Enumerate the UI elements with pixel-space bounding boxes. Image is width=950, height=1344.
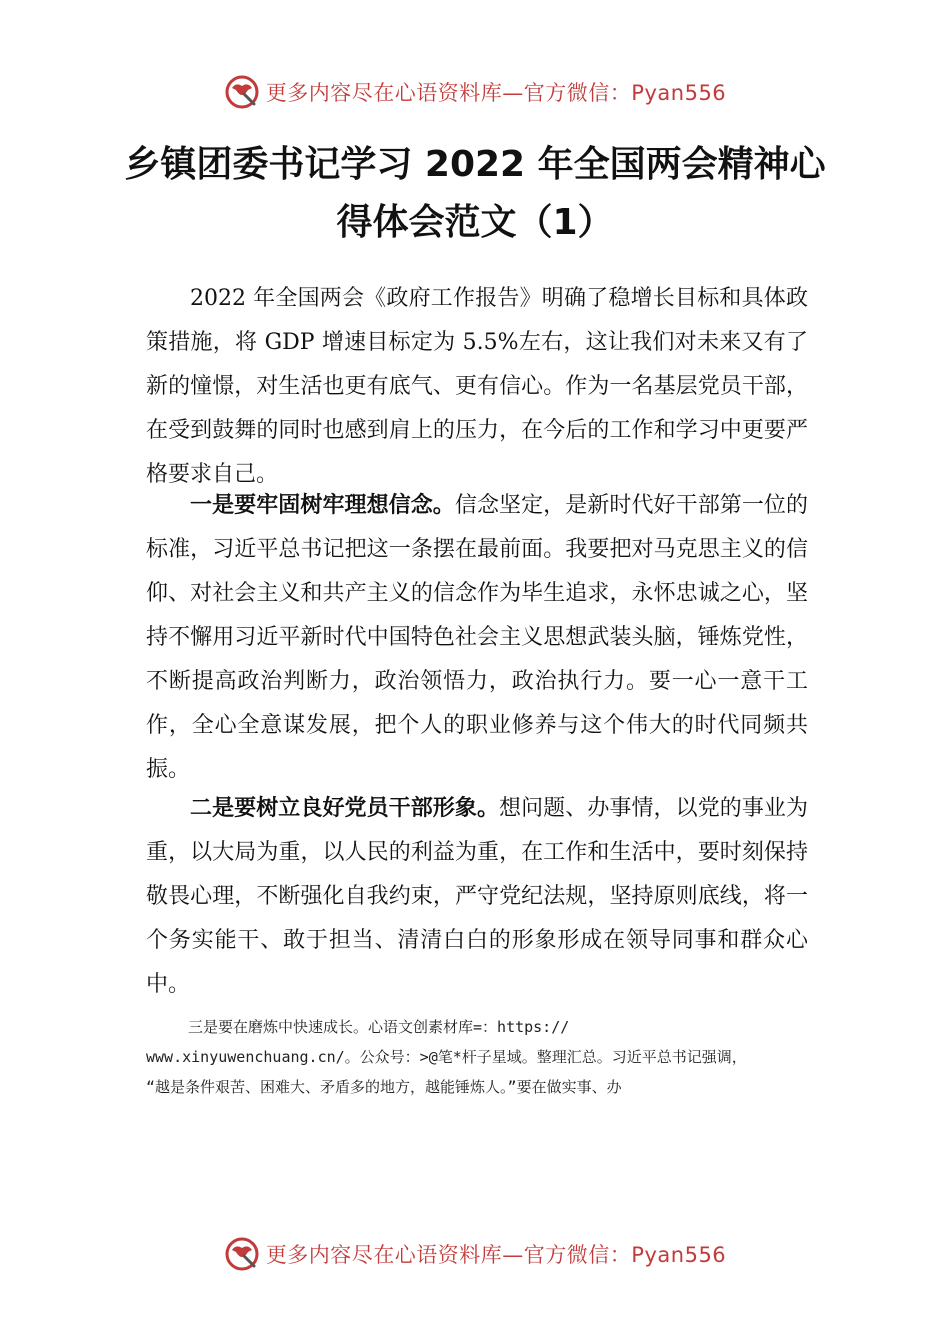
paragraph-one-text: 信念坚定，是新时代好干部第一位的标准，习近平总书记把这一条摆在最前面。我要把对马克思主义的信仰、对社会主义和共产主义的信念作为毕生追求，永怀忠诚之心，坚持不懈用习近平新时代中国特色社会主义思想武装头脑，锤炼党性，不断提高政治判断力，政治领悟力，政治执行力。要一心一意干工作，全心全意谋发展，把个人的职业修养与这个伟大的时代同频共振。 (146, 493, 808, 782)
paragraph-one (146, 484, 808, 792)
paragraph-intro-text: 2022 年全国两会《政府工作报告》明确了稳增长目标和具体政策措施，将 GDP 增速目标定为 5.5%左右，这让我们对未来又有了新的憧憬，对生活也更有底气、更有信心。作为一名基层党员干部，在受到鼓舞的同时也感到肩上的压力，在今后的工作和学习中更要严格要求自己。 (146, 286, 808, 487)
bull-logo-icon (224, 74, 260, 110)
header-banner (0, 72, 950, 112)
small-note-line-1: 三是要在磨炼中快速成长。心语文创素材库=：https:// (188, 1018, 570, 1036)
small-note-line-3: “越是条件艰苦、困难大、矛盾多的地方，越能锤炼人。”要在做实事、办 (146, 1078, 622, 1096)
title-line-2: 得体会范文（1） (336, 202, 614, 243)
title-line-1: 乡镇团委书记学习 2022 年全国两会精神心 (124, 144, 826, 185)
paragraph-two (146, 787, 808, 1007)
small-note-line-2: www.xinyuwenchuang.cn/。公众号：>@笔*杆子星域。整理汇总。习近平总书记强调， (146, 1048, 747, 1066)
paragraph-two-heading: 二是要树立良好党员干部形象。 (190, 796, 500, 821)
small-note (146, 1012, 826, 1102)
paragraph-one-heading: 一是要牢固树牢理想信念。 (190, 493, 455, 518)
paragraph-intro (146, 277, 808, 497)
bull-logo-icon (224, 1236, 260, 1272)
footer-banner-text: 更多内容尽在心语资料库—官方微信：Pyan556 (265, 1243, 727, 1267)
document-title (100, 136, 850, 252)
paragraph-two-text: 想问题、办事情，以党的事业为重，以大局为重，以人民的利益为重，在工作和生活中，要时刻保持敬畏心理，不断强化自我约束，严守党纪法规，坚持原则底线，将一个务实能干、敢于担当、清清白白的形象形成在领导同事和群众心中。 (146, 796, 808, 997)
header-banner-text: 更多内容尽在心语资料库—官方微信：Pyan556 (265, 81, 727, 105)
footer-banner (0, 1234, 950, 1274)
